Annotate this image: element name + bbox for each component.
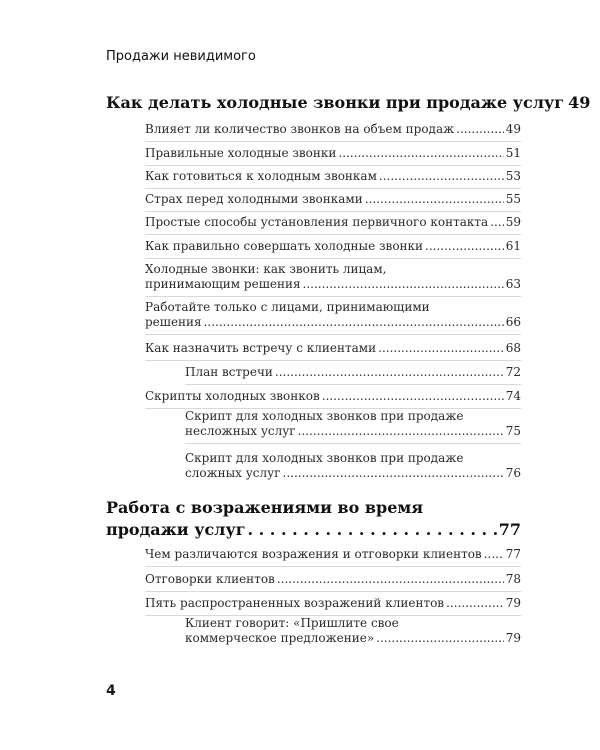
toc-page-number: 74 [505, 389, 521, 403]
dot-leader [322, 389, 504, 404]
toc-entry-title: принимающим решения [145, 277, 301, 291]
dot-leader [277, 572, 504, 587]
toc-entry[interactable] [145, 547, 521, 567]
toc-entry-title: Холодные звонки: как звонить лицам, [145, 262, 387, 276]
dot-leader [378, 341, 504, 356]
toc-entry-title: План встречи [185, 365, 273, 379]
dot-leader [379, 169, 504, 184]
toc-page-number: 61 [505, 239, 521, 253]
toc-page-number: 68 [505, 341, 521, 355]
toc-entry-title: Как правильно совершать холодные звонки [145, 239, 424, 253]
toc-entry-title: коммерческое предложение» [185, 631, 375, 645]
toc-page-number: 53 [505, 169, 521, 183]
toc-page-number: 63 [505, 277, 521, 291]
toc-entry-title: Скрипт для холодных звонков при продаже [185, 409, 464, 423]
toc-page-number: 79 [505, 596, 521, 610]
toc-entry[interactable] [145, 146, 521, 166]
dot-leader [204, 315, 504, 330]
toc-entry-title: Страх перед холодными звонками [145, 192, 363, 206]
dot-leader [298, 424, 504, 439]
toc-entry-title: Как назначить встречу с клиентами [145, 341, 377, 355]
toc-entry-title: Пять распространенных возражений клиентов [145, 596, 445, 610]
dot-leader [338, 146, 503, 161]
toc-entry-title: Чем различаются возражения и отговорки клиентов [145, 547, 482, 561]
toc-entry[interactable] [145, 215, 521, 235]
toc-entry-title: Простые способы установления первичного контакта [145, 215, 489, 229]
toc-page-number: 51 [505, 146, 521, 160]
toc-entry-title: Клиент говорит: «Пришлите свое [185, 616, 399, 630]
toc-entry[interactable] [185, 616, 521, 650]
toc-page-number: 77 [505, 547, 521, 561]
dot-leader [248, 519, 497, 541]
dot-leader [283, 466, 504, 481]
toc-entry[interactable] [145, 169, 521, 189]
toc-entry[interactable] [185, 365, 521, 385]
dot-leader [303, 277, 504, 292]
toc-page-number: 66 [505, 315, 521, 329]
dot-leader [490, 215, 504, 230]
toc-entry[interactable] [145, 572, 521, 592]
toc-entry-title: Скрипт для холодных звонков при продаже [185, 451, 464, 465]
toc-entry[interactable] [145, 192, 521, 212]
toc-chapter[interactable] [106, 497, 521, 541]
dot-leader [365, 192, 504, 207]
toc-entry-title: продажи услуг [106, 520, 246, 539]
toc-page-number: 49 [568, 93, 591, 112]
toc-entry-title: Работа с возражениями во время [106, 498, 424, 517]
toc-entry-title: несложных услуг [185, 424, 296, 438]
running-header: Продажи невидимого [106, 49, 256, 64]
toc-entry[interactable] [145, 262, 521, 297]
toc-page-number: 77 [498, 520, 521, 539]
toc-page-number: 59 [505, 215, 521, 229]
toc-entry[interactable] [145, 341, 521, 361]
toc-page-number: 75 [505, 424, 521, 438]
dot-leader [484, 547, 504, 562]
toc-entry-title: сложных услуг [185, 466, 281, 480]
toc-page-number: 49 [505, 122, 521, 136]
toc-entry-title: решения [145, 315, 202, 329]
toc-entry[interactable] [145, 239, 521, 259]
dot-leader [275, 365, 504, 380]
toc-entry-title: Как готовиться к холодным звонкам [145, 169, 377, 183]
toc-entry-title: Влияет ли количество звонков на объем продаж [145, 122, 455, 136]
dot-leader [456, 122, 504, 137]
toc-entry[interactable] [145, 596, 521, 616]
page-number: 4 [106, 683, 116, 699]
dot-leader [425, 239, 504, 254]
toc-entry-title: Работайте только с лицами, принимающими [145, 300, 430, 314]
toc-page-number: 78 [505, 572, 521, 586]
toc-entry[interactable] [185, 409, 521, 444]
toc-entry-title: Как делать холодные звонки при продаже услуг [106, 93, 565, 112]
dot-leader [446, 596, 504, 611]
toc-entry-title: Скрипты холодных звонков [145, 389, 320, 403]
dot-leader [376, 631, 504, 646]
toc-entry[interactable] [185, 451, 521, 485]
toc-chapter[interactable] [106, 92, 591, 114]
toc-entry-title: Правильные холодные звонки [145, 146, 337, 160]
toc-page-number: 76 [505, 466, 521, 480]
toc-page-number: 55 [505, 192, 521, 206]
toc-entry-title: Отговорки клиентов [145, 572, 275, 586]
toc-entry[interactable] [145, 389, 521, 409]
toc-entry[interactable] [145, 300, 521, 335]
toc-page-number: 72 [505, 365, 521, 379]
toc-entry[interactable] [145, 122, 521, 142]
toc-page-number: 79 [505, 631, 521, 645]
